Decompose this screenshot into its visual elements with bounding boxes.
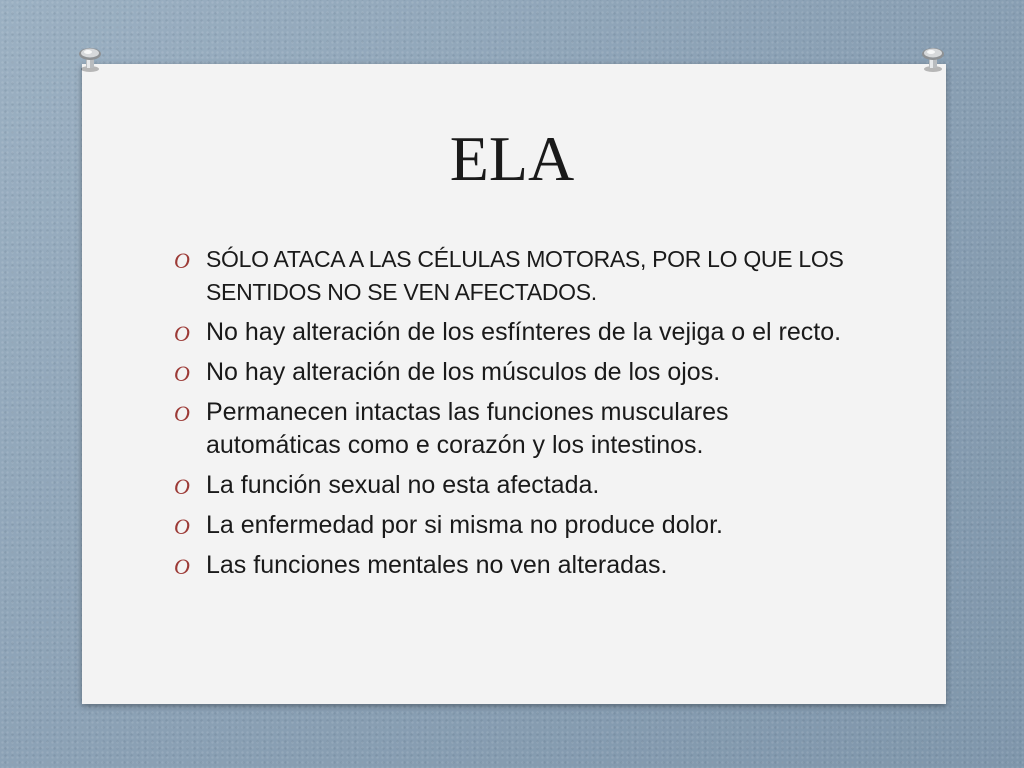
bullet-text: No hay alteración de los músculos de los ojos. <box>206 358 721 386</box>
bullet-marker: O <box>174 248 190 273</box>
bullet-list <box>174 243 854 589</box>
bullet-marker: O <box>174 554 190 579</box>
bullet-text: La función sexual no esta afectada. <box>206 471 600 499</box>
pushpin-icon <box>75 44 105 74</box>
bullet-text: La enfermedad por si misma no produce dolor. <box>206 511 723 539</box>
slide-title: ELA <box>449 123 575 194</box>
bullet-item <box>174 469 854 502</box>
bullet-text: No hay alteración de los esfínteres de la vejiga o el recto. <box>206 318 842 346</box>
bullet-item <box>174 356 854 389</box>
bullet-marker: O <box>174 514 190 539</box>
bullet-text: SÓLO ATACA A LAS CÉLULAS MOTORAS, POR LO QUE LOS SENTIDOS NO SE VEN AFECTADOS. <box>206 246 844 305</box>
pushpin-icon <box>918 44 948 74</box>
bullet-item <box>174 396 854 462</box>
bullet-marker: O <box>174 321 190 346</box>
bullet-item <box>174 509 854 542</box>
bullet-item <box>174 243 854 309</box>
bullet-item <box>174 316 854 349</box>
bullet-marker: O <box>174 401 190 426</box>
bullet-item <box>174 549 854 582</box>
bullet-text: Las funciones mentales no ven alteradas. <box>206 551 668 579</box>
bullet-marker: O <box>174 361 190 386</box>
bullet-text: Permanecen intactas las funciones musculares automáticas como e corazón y los intestinos. <box>206 398 729 459</box>
bullet-marker: O <box>174 474 190 499</box>
